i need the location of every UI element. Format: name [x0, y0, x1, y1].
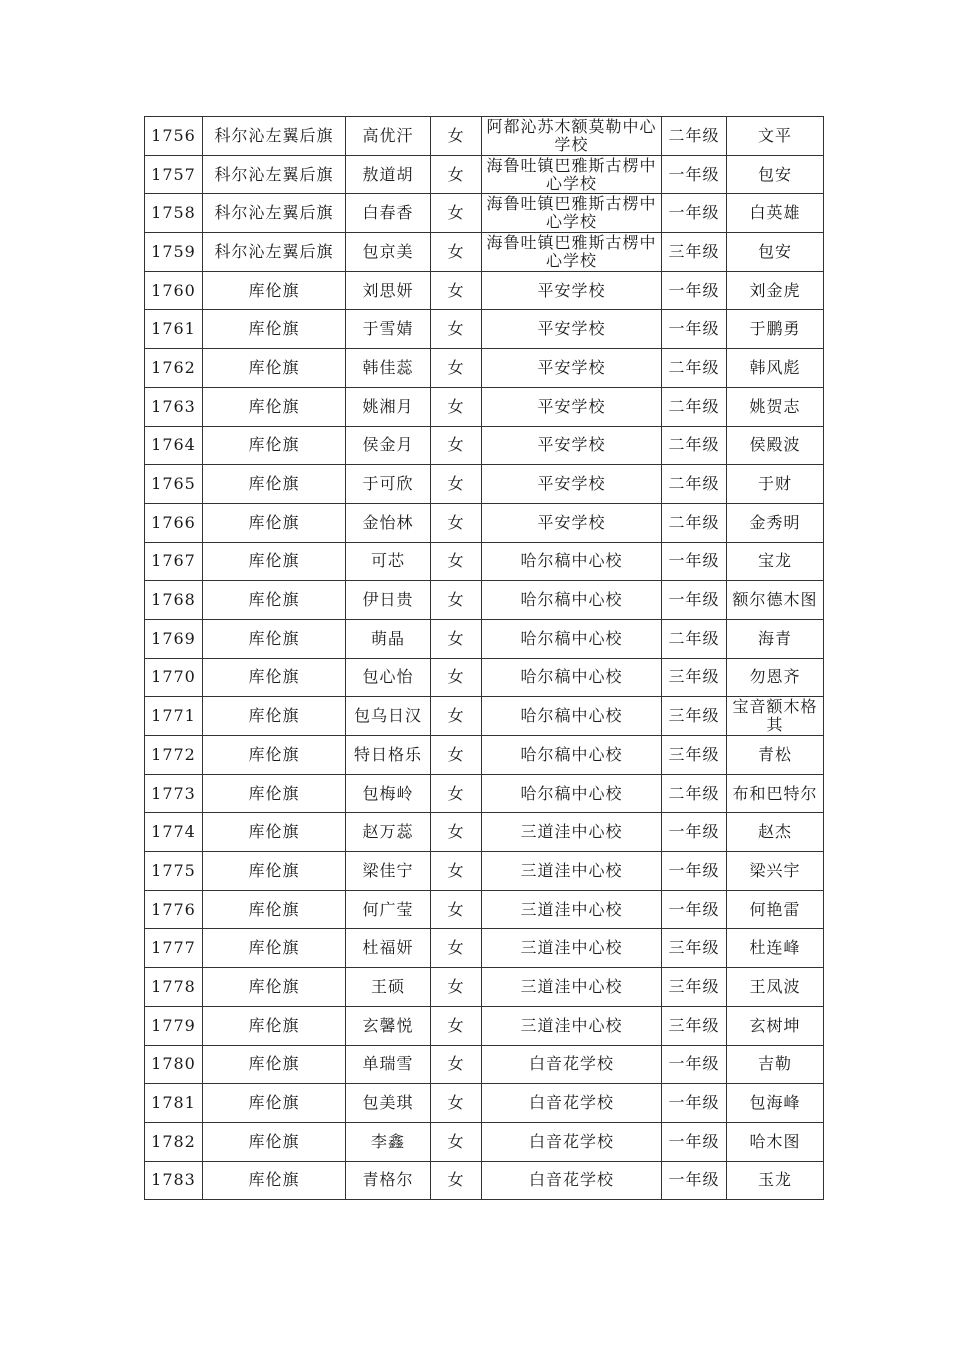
grade-cell: 一年级 — [662, 1122, 727, 1161]
school-cell: 白音花学校 — [482, 1161, 662, 1200]
banner-cell: 库伦旗 — [203, 465, 346, 504]
guardian-cell: 玄树坤 — [727, 1006, 824, 1045]
table-row — [145, 349, 824, 388]
banner-cell: 库伦旗 — [203, 1084, 346, 1123]
table-row — [145, 194, 824, 233]
guardian-cell: 哈木图 — [727, 1122, 824, 1161]
table-row — [145, 117, 824, 156]
row-number: 1766 — [145, 503, 203, 542]
student-name-cell: 特日格乐 — [346, 736, 431, 775]
sex-cell: 女 — [431, 194, 482, 233]
grade-cell: 一年级 — [662, 581, 727, 620]
table-row — [145, 465, 824, 504]
table-row — [145, 1161, 824, 1200]
guardian-cell: 包安 — [727, 233, 824, 272]
banner-cell: 库伦旗 — [203, 542, 346, 581]
row-number: 1769 — [145, 619, 203, 658]
row-number: 1757 — [145, 155, 203, 194]
table-row — [145, 271, 824, 310]
grade-cell: 一年级 — [662, 194, 727, 233]
student-name-cell: 包美琪 — [346, 1084, 431, 1123]
grade-cell: 二年级 — [662, 503, 727, 542]
sex-cell: 女 — [431, 117, 482, 156]
row-number: 1770 — [145, 658, 203, 697]
guardian-cell: 吉勒 — [727, 1045, 824, 1084]
guardian-cell: 杜连峰 — [727, 929, 824, 968]
banner-cell: 库伦旗 — [203, 658, 346, 697]
guardian-cell: 宝龙 — [727, 542, 824, 581]
student-name-cell: 可芯 — [346, 542, 431, 581]
table-row — [145, 581, 824, 620]
school-cell: 哈尔稿中心校 — [482, 697, 662, 736]
sex-cell: 女 — [431, 658, 482, 697]
guardian-cell: 宝音额木格其 — [727, 697, 824, 736]
banner-cell: 库伦旗 — [203, 697, 346, 736]
banner-cell: 库伦旗 — [203, 890, 346, 929]
row-number: 1774 — [145, 813, 203, 852]
student-name-cell: 于雪婧 — [346, 310, 431, 349]
school-cell: 海鲁吐镇巴雅斯古楞中心学校 — [482, 233, 662, 272]
guardian-cell: 王凤波 — [727, 968, 824, 1007]
row-number: 1781 — [145, 1084, 203, 1123]
school-cell: 平安学校 — [482, 387, 662, 426]
banner-cell: 库伦旗 — [203, 310, 346, 349]
sex-cell: 女 — [431, 1006, 482, 1045]
table-row — [145, 1084, 824, 1123]
grade-cell: 三年级 — [662, 1006, 727, 1045]
row-number: 1778 — [145, 968, 203, 1007]
guardian-cell: 何艳雷 — [727, 890, 824, 929]
guardian-cell: 于鹏勇 — [727, 310, 824, 349]
school-cell: 平安学校 — [482, 465, 662, 504]
guardian-cell: 梁兴宇 — [727, 852, 824, 891]
student-name-cell: 青格尔 — [346, 1161, 431, 1200]
school-cell: 阿都沁苏木额莫勒中心学校 — [482, 117, 662, 156]
row-number: 1767 — [145, 542, 203, 581]
guardian-cell: 于财 — [727, 465, 824, 504]
banner-cell: 库伦旗 — [203, 1161, 346, 1200]
student-name-cell: 玄馨悦 — [346, 1006, 431, 1045]
banner-cell: 科尔沁左翼后旗 — [203, 194, 346, 233]
guardian-cell: 青松 — [727, 736, 824, 775]
grade-cell: 三年级 — [662, 233, 727, 272]
row-number: 1772 — [145, 736, 203, 775]
sex-cell: 女 — [431, 387, 482, 426]
guardian-cell: 包海峰 — [727, 1084, 824, 1123]
student-name-cell: 侯金月 — [346, 426, 431, 465]
sex-cell: 女 — [431, 349, 482, 388]
sex-cell: 女 — [431, 929, 482, 968]
table-row — [145, 929, 824, 968]
student-name-cell: 赵万蕊 — [346, 813, 431, 852]
table-row — [145, 968, 824, 1007]
roster-body — [145, 117, 824, 1200]
sex-cell: 女 — [431, 1084, 482, 1123]
student-roster-table — [144, 116, 824, 1200]
grade-cell: 二年级 — [662, 465, 727, 504]
sex-cell: 女 — [431, 581, 482, 620]
sex-cell: 女 — [431, 1045, 482, 1084]
row-number: 1761 — [145, 310, 203, 349]
school-cell: 平安学校 — [482, 349, 662, 388]
table-row — [145, 736, 824, 775]
guardian-cell: 金秀明 — [727, 503, 824, 542]
banner-cell: 科尔沁左翼后旗 — [203, 155, 346, 194]
sex-cell: 女 — [431, 155, 482, 194]
row-number: 1760 — [145, 271, 203, 310]
row-number: 1759 — [145, 233, 203, 272]
sex-cell: 女 — [431, 774, 482, 813]
row-number: 1771 — [145, 697, 203, 736]
banner-cell: 库伦旗 — [203, 852, 346, 891]
table-row — [145, 542, 824, 581]
row-number: 1777 — [145, 929, 203, 968]
guardian-cell: 白英雄 — [727, 194, 824, 233]
banner-cell: 库伦旗 — [203, 774, 346, 813]
sex-cell: 女 — [431, 1161, 482, 1200]
guardian-cell: 姚贺志 — [727, 387, 824, 426]
guardian-cell: 侯殿波 — [727, 426, 824, 465]
banner-cell: 库伦旗 — [203, 503, 346, 542]
banner-cell: 库伦旗 — [203, 1122, 346, 1161]
table-row — [145, 813, 824, 852]
student-name-cell: 敖道胡 — [346, 155, 431, 194]
row-number: 1762 — [145, 349, 203, 388]
school-cell: 白音花学校 — [482, 1045, 662, 1084]
sex-cell: 女 — [431, 736, 482, 775]
grade-cell: 三年级 — [662, 968, 727, 1007]
grade-cell: 一年级 — [662, 890, 727, 929]
table-row — [145, 387, 824, 426]
banner-cell: 库伦旗 — [203, 813, 346, 852]
guardian-cell: 刘金虎 — [727, 271, 824, 310]
student-name-cell: 包心怡 — [346, 658, 431, 697]
banner-cell: 科尔沁左翼后旗 — [203, 233, 346, 272]
sex-cell: 女 — [431, 310, 482, 349]
guardian-cell: 文平 — [727, 117, 824, 156]
grade-cell: 一年级 — [662, 1161, 727, 1200]
banner-cell: 库伦旗 — [203, 1045, 346, 1084]
student-name-cell: 萌晶 — [346, 619, 431, 658]
table-row — [145, 426, 824, 465]
sex-cell: 女 — [431, 619, 482, 658]
student-name-cell: 白春香 — [346, 194, 431, 233]
table-row — [145, 310, 824, 349]
sex-cell: 女 — [431, 813, 482, 852]
grade-cell: 一年级 — [662, 852, 727, 891]
grade-cell: 一年级 — [662, 813, 727, 852]
sex-cell: 女 — [431, 852, 482, 891]
school-cell: 白音花学校 — [482, 1122, 662, 1161]
school-cell: 三道洼中心校 — [482, 1006, 662, 1045]
school-cell: 白音花学校 — [482, 1084, 662, 1123]
banner-cell: 库伦旗 — [203, 387, 346, 426]
row-number: 1768 — [145, 581, 203, 620]
row-number: 1765 — [145, 465, 203, 504]
row-number: 1756 — [145, 117, 203, 156]
student-name-cell: 杜福妍 — [346, 929, 431, 968]
table-row — [145, 1006, 824, 1045]
sex-cell: 女 — [431, 503, 482, 542]
banner-cell: 库伦旗 — [203, 736, 346, 775]
guardian-cell: 韩风彪 — [727, 349, 824, 388]
school-cell: 哈尔稿中心校 — [482, 619, 662, 658]
table-row — [145, 155, 824, 194]
table-row — [145, 852, 824, 891]
sex-cell: 女 — [431, 890, 482, 929]
table-row — [145, 658, 824, 697]
table-row — [145, 503, 824, 542]
grade-cell: 二年级 — [662, 619, 727, 658]
row-number: 1780 — [145, 1045, 203, 1084]
school-cell: 海鲁吐镇巴雅斯古楞中心学校 — [482, 194, 662, 233]
school-cell: 平安学校 — [482, 426, 662, 465]
banner-cell: 库伦旗 — [203, 619, 346, 658]
student-name-cell: 金怡林 — [346, 503, 431, 542]
school-cell: 平安学校 — [482, 271, 662, 310]
grade-cell: 三年级 — [662, 658, 727, 697]
row-number: 1779 — [145, 1006, 203, 1045]
grade-cell: 一年级 — [662, 271, 727, 310]
sex-cell: 女 — [431, 968, 482, 1007]
student-name-cell: 李鑫 — [346, 1122, 431, 1161]
grade-cell: 二年级 — [662, 387, 727, 426]
sex-cell: 女 — [431, 697, 482, 736]
grade-cell: 一年级 — [662, 1084, 727, 1123]
guardian-cell: 额尔德木图 — [727, 581, 824, 620]
banner-cell: 库伦旗 — [203, 1006, 346, 1045]
school-cell: 哈尔稿中心校 — [482, 581, 662, 620]
grade-cell: 二年级 — [662, 349, 727, 388]
banner-cell: 库伦旗 — [203, 581, 346, 620]
guardian-cell: 赵杰 — [727, 813, 824, 852]
school-cell: 海鲁吐镇巴雅斯古楞中心学校 — [482, 155, 662, 194]
row-number: 1773 — [145, 774, 203, 813]
table-row — [145, 774, 824, 813]
row-number: 1776 — [145, 890, 203, 929]
student-name-cell: 伊日贵 — [346, 581, 431, 620]
grade-cell: 一年级 — [662, 542, 727, 581]
row-number: 1782 — [145, 1122, 203, 1161]
banner-cell: 库伦旗 — [203, 426, 346, 465]
sex-cell: 女 — [431, 233, 482, 272]
school-cell: 哈尔稿中心校 — [482, 736, 662, 775]
guardian-cell: 海青 — [727, 619, 824, 658]
grade-cell: 二年级 — [662, 117, 727, 156]
school-cell: 哈尔稿中心校 — [482, 774, 662, 813]
row-number: 1764 — [145, 426, 203, 465]
sex-cell: 女 — [431, 271, 482, 310]
grade-cell: 二年级 — [662, 426, 727, 465]
school-cell: 哈尔稿中心校 — [482, 542, 662, 581]
row-number: 1763 — [145, 387, 203, 426]
sex-cell: 女 — [431, 542, 482, 581]
table-row — [145, 233, 824, 272]
table-row — [145, 890, 824, 929]
grade-cell: 三年级 — [662, 929, 727, 968]
grade-cell: 二年级 — [662, 774, 727, 813]
sex-cell: 女 — [431, 1122, 482, 1161]
sex-cell: 女 — [431, 465, 482, 504]
banner-cell: 库伦旗 — [203, 271, 346, 310]
banner-cell: 库伦旗 — [203, 929, 346, 968]
banner-cell: 库伦旗 — [203, 968, 346, 1007]
guardian-cell: 玉龙 — [727, 1161, 824, 1200]
student-name-cell: 何广莹 — [346, 890, 431, 929]
school-cell: 哈尔稿中心校 — [482, 658, 662, 697]
student-name-cell: 高优汗 — [346, 117, 431, 156]
row-number: 1783 — [145, 1161, 203, 1200]
guardian-cell: 勿恩齐 — [727, 658, 824, 697]
student-name-cell: 刘思妍 — [346, 271, 431, 310]
school-cell: 三道洼中心校 — [482, 852, 662, 891]
school-cell: 平安学校 — [482, 503, 662, 542]
school-cell: 三道洼中心校 — [482, 929, 662, 968]
banner-cell: 库伦旗 — [203, 349, 346, 388]
guardian-cell: 包安 — [727, 155, 824, 194]
student-name-cell: 于可欣 — [346, 465, 431, 504]
table-row — [145, 1122, 824, 1161]
student-name-cell: 包京美 — [346, 233, 431, 272]
table-row — [145, 697, 824, 736]
table-row — [145, 619, 824, 658]
school-cell: 平安学校 — [482, 310, 662, 349]
student-name-cell: 王硕 — [346, 968, 431, 1007]
student-name-cell: 包乌日汉 — [346, 697, 431, 736]
student-name-cell: 梁佳宁 — [346, 852, 431, 891]
row-number: 1775 — [145, 852, 203, 891]
row-number: 1758 — [145, 194, 203, 233]
grade-cell: 三年级 — [662, 697, 727, 736]
sex-cell: 女 — [431, 426, 482, 465]
guardian-cell: 布和巴特尔 — [727, 774, 824, 813]
student-name-cell: 单瑞雪 — [346, 1045, 431, 1084]
student-name-cell: 包梅岭 — [346, 774, 431, 813]
grade-cell: 一年级 — [662, 310, 727, 349]
grade-cell: 一年级 — [662, 155, 727, 194]
school-cell: 三道洼中心校 — [482, 890, 662, 929]
school-cell: 三道洼中心校 — [482, 813, 662, 852]
school-cell: 三道洼中心校 — [482, 968, 662, 1007]
table-row — [145, 1045, 824, 1084]
student-name-cell: 姚湘月 — [346, 387, 431, 426]
student-name-cell: 韩佳蕊 — [346, 349, 431, 388]
banner-cell: 科尔沁左翼后旗 — [203, 117, 346, 156]
grade-cell: 三年级 — [662, 736, 727, 775]
grade-cell: 一年级 — [662, 1045, 727, 1084]
